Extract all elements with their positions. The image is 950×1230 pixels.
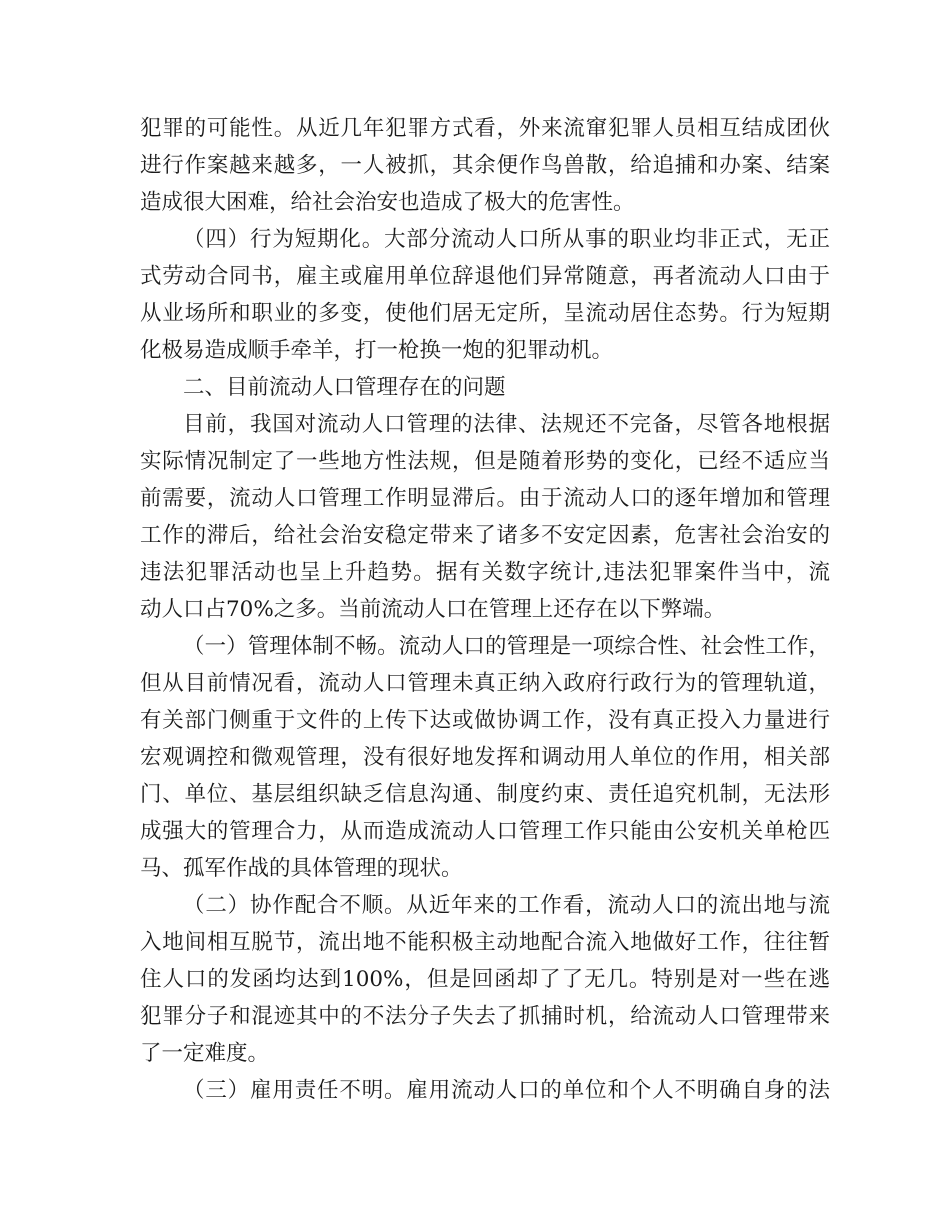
text-line: 成强大的管理合力，从而造成流动人口管理工作只能由公安机关单枪匹 <box>140 819 830 844</box>
text-line: 了一定难度。 <box>140 1041 270 1066</box>
text-line: 工作的滞后，给社会治安稳定带来了诸多不安定因素，危害社会治安的 <box>140 523 830 548</box>
text-line: 实际情况制定了一些地方性法规，但是随着形势的变化，已经不适应当 <box>140 449 830 474</box>
text-line: 前需要，流动人口管理工作明显滞后。由于流动人口的逐年增加和管理 <box>140 486 830 511</box>
text-line: 二、目前流动人口管理存在的问题 <box>183 375 506 400</box>
text-line: 式劳动合同书，雇主或雇用单位辞退他们异常随意，再者流动人口由于 <box>140 264 830 289</box>
text-line: 从业场所和职业的多变，使他们居无定所，呈流动居住态势。行为短期 <box>140 301 830 326</box>
text-line: （一）管理体制不畅。流动人口的管理是一项综合性、社会性工作， <box>183 634 830 659</box>
text-line: 动人口占70%之多。当前流动人口在管理上还存在以下弊端。 <box>140 597 726 622</box>
text-line: 违法犯罪活动也呈上升趋势。据有关数字统计,违法犯罪案件当中，流 <box>140 560 830 585</box>
text-line: 犯罪分子和混迹其中的不法分子失去了抓捕时机，给流动人口管理带来 <box>140 1004 830 1029</box>
text-line: 化极易造成顺手牵羊，打一枪换一炮的犯罪动机。 <box>140 338 614 363</box>
text-line: 但从目前情况看，流动人口管理未真正纳入政府行政行为的管理轨道， <box>140 671 830 696</box>
text-line: （四）行为短期化。大部分流动人口所从事的职业均非正式，无正 <box>183 227 830 252</box>
text-line: （二）协作配合不顺。从近年来的工作看，流动人口的流出地与流 <box>183 893 830 918</box>
text-line: 造成很大困难，给社会治安也造成了极大的危害性。 <box>140 190 635 215</box>
text-line: 马、孤军作战的具体管理的现状。 <box>140 856 463 881</box>
text-line: 门、单位、基层组织缺乏信息沟通、制度约束、责任追究机制，无法形 <box>140 782 830 807</box>
text-line: 住人口的发函均达到100%，但是回函却了了无几。特别是对一些在逃 <box>140 967 830 992</box>
body-text <box>140 110 830 1109</box>
text-line: 进行作案越来越多，一人被抓，其余便作鸟兽散，给追捕和办案、结案 <box>140 153 830 178</box>
text-line: 犯罪的可能性。从近几年犯罪方式看，外来流窜犯罪人员相互结成团伙 <box>140 116 830 141</box>
text-line: 有关部门侧重于文件的上传下达或做协调工作，没有真正投入力量进行 <box>140 708 830 733</box>
text-line: 入地间相互脱节，流出地不能积极主动地配合流入地做好工作，往往暂 <box>140 930 830 955</box>
text-line: （三）雇用责任不明。雇用流动人口的单位和个人不明确自身的法 <box>183 1078 830 1103</box>
text-line: 宏观调控和微观管理，没有很好地发挥和调动用人单位的作用，相关部 <box>140 745 830 770</box>
text-line: 目前，我国对流动人口管理的法律、法规还不完备，尽管各地根据 <box>183 412 830 437</box>
